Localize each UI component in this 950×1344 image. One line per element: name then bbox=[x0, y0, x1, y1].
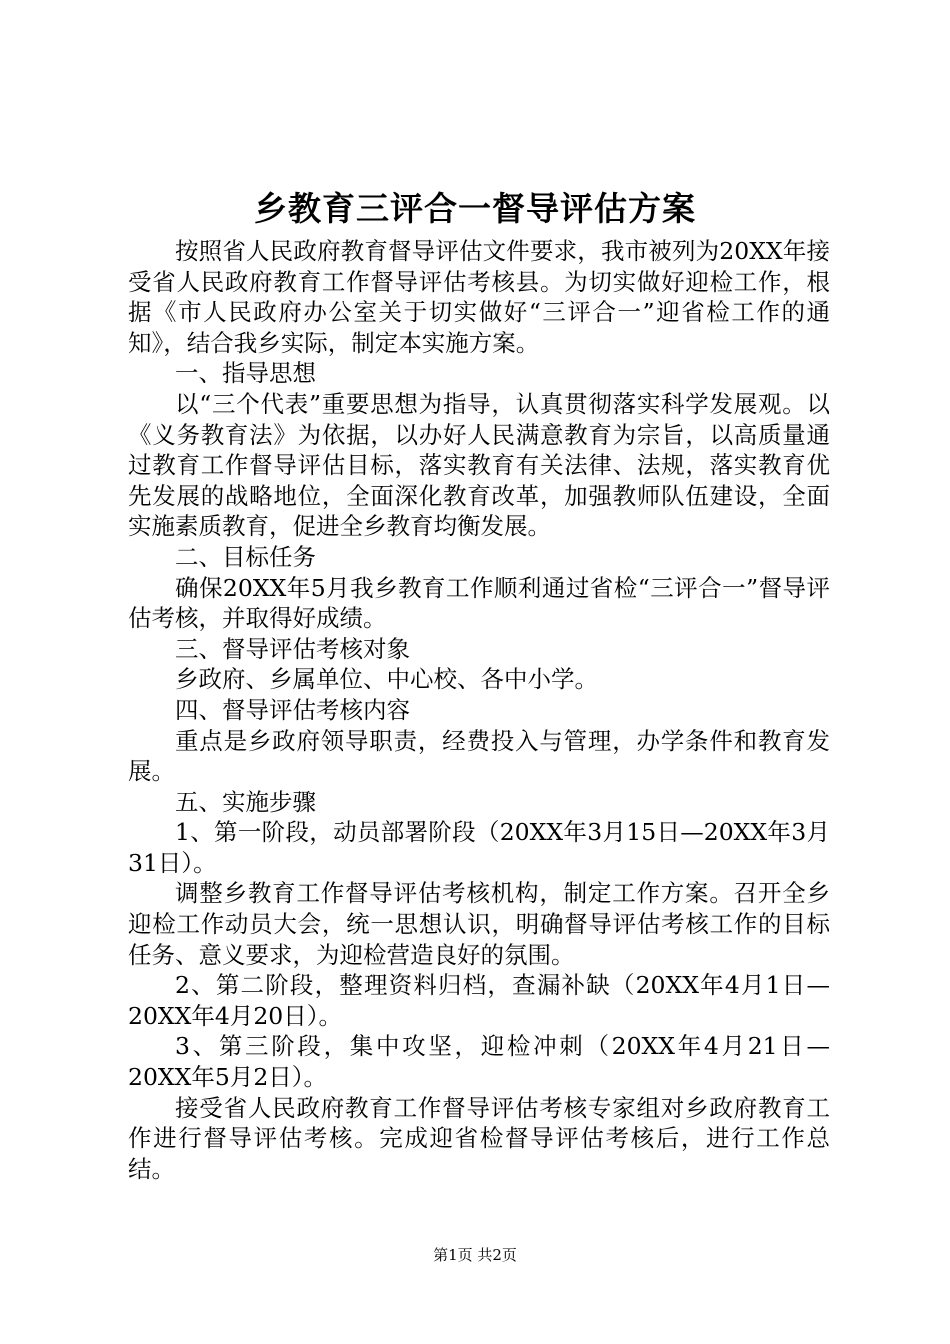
step-one-paragraph: 1、第一阶段，动员部署阶段（20XX年3月15日—20XX年3月31日）。 bbox=[128, 818, 830, 877]
section-heading-content: 四、督导评估考核内容 bbox=[175, 695, 410, 724]
intro-paragraph: 按照省人民政府教育督导评估文件要求，我市被列为20XX年接受省人民政府教育工作督导评估考核县。为切实做好迎检工作，根据《市人民政府办公室关于切实做好“三评合一”迎省检工作的通知》，结合我乡实际，制定本实施方案。 bbox=[128, 237, 830, 357]
step-three-detail-paragraph: 接受省人民政府教育工作督导评估考核专家组对乡政府教育工作进行督导评估考核。完成迎省检督导评估考核后，进行工作总结。 bbox=[128, 1093, 830, 1183]
goals-paragraph: 确保20XX年5月我乡教育工作顺利通过省检“三评合一”督导评估考核，并取得好成绩。 bbox=[128, 573, 830, 633]
page-number-footer: 第1页 共2页 bbox=[433, 1246, 517, 1264]
targets-paragraph: 乡政府、乡属单位、中心校、各中小学。 bbox=[175, 665, 598, 694]
section-heading-goals: 二、目标任务 bbox=[175, 542, 316, 571]
step-one-detail-paragraph: 调整乡教育工作督导评估考核机构，制定工作方案。召开全乡迎检工作动员大会，统一思想认识，明确督导评估考核工作的目标任务、意义要求，为迎检营造良好的氛围。 bbox=[128, 879, 830, 969]
guiding-ideology-paragraph: 以“三个代表”重要思想为指导，认真贯彻落实科学发展观。以《义务教育法》为依据，以办好人民满意教育为宗旨，以高质量通过教育工作督导评估目标，落实教育有关法律、法规，落实教育优先发展的战略地位，全面深化教育改革，加强教师队伍建设，全面实施素质教育，促进全乡教育均衡发展。 bbox=[128, 389, 830, 541]
document-body bbox=[128, 236, 830, 1184]
step-three-paragraph: 3、第三阶段，集中攻坚，迎检冲刺（20XX年4月21日—20XX年5月2日）。 bbox=[128, 1032, 830, 1092]
section-heading-targets: 三、督导评估考核对象 bbox=[175, 634, 410, 663]
section-heading-guiding-ideology: 一、指导思想 bbox=[175, 359, 316, 388]
section-heading-steps: 五、实施步骤 bbox=[175, 787, 316, 816]
document-title: 乡教育三评合一督导评估方案 bbox=[254, 189, 696, 228]
step-two-paragraph: 2、第二阶段，整理资料归档，查漏补缺（20XX年4月1日—20XX年4月20日）。 bbox=[128, 971, 830, 1030]
content-paragraph: 重点是乡政府领导职责，经费投入与管理，办学条件和教育发展。 bbox=[128, 726, 830, 786]
